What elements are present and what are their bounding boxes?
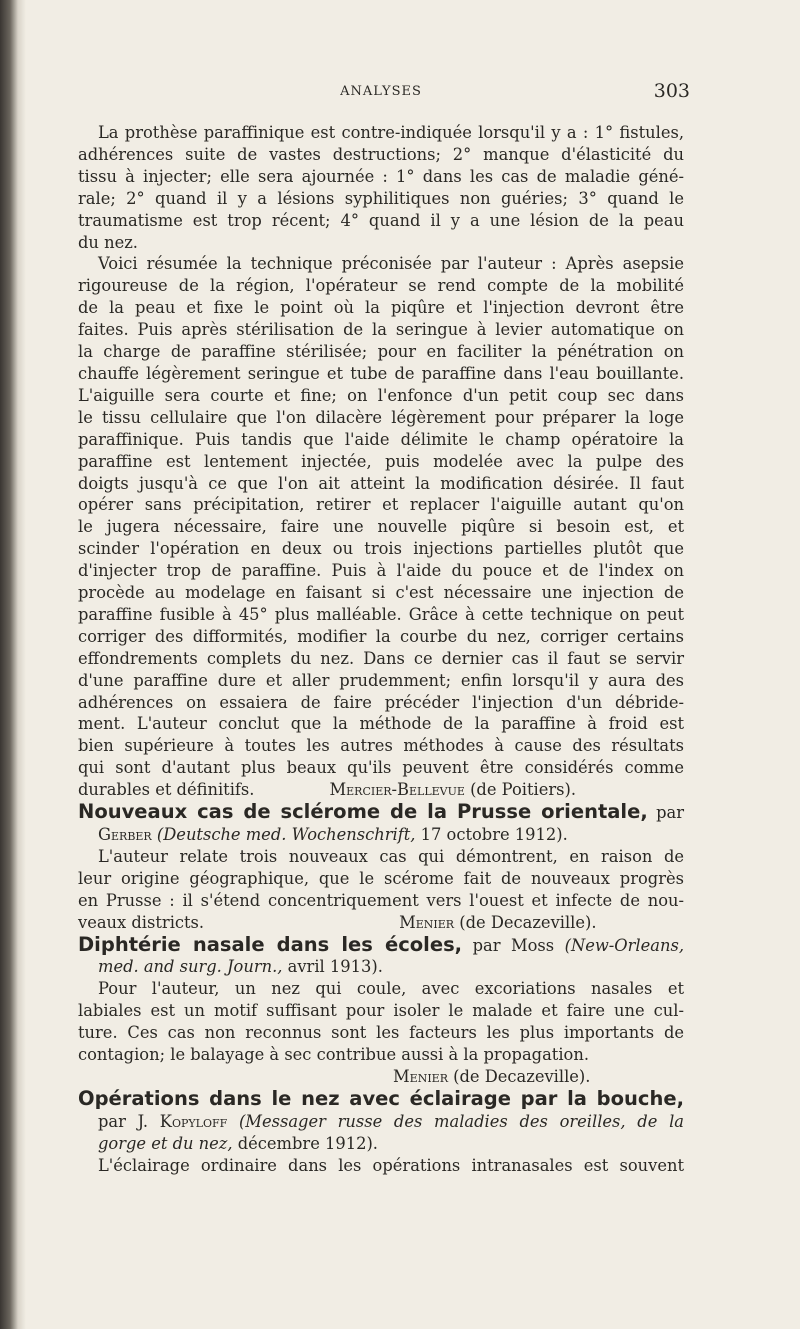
- text-line: rale; 2° quand il y a lésions syphilitiques non guéries; 3° quand le: [78, 188, 684, 208]
- text-line: L'éclairage ordinaire dans les opérations intranasales est souvent: [98, 1155, 684, 1175]
- article-title: Nouveaux cas de sclérome de la Prusse orientale,: [78, 800, 648, 824]
- article-2-heading: [78, 801, 684, 824]
- article-4-text: [78, 1155, 684, 1177]
- citation-source: med. and surg. Journ.,: [98, 957, 283, 977]
- text-line: corriger des difformités, modifier la courbe du nez, corriger certains: [78, 626, 684, 646]
- text-line: bien supérieure à toutes les autres méthodes à cause des résultats: [78, 736, 684, 756]
- article-3-text: [78, 978, 684, 1066]
- citation-author: Gerber: [98, 825, 152, 844]
- article-3-citation: [78, 956, 684, 978]
- text-line: Pour l'auteur, un nez qui coule, avec excoriations nasales et: [98, 979, 684, 999]
- byline: par: [647, 803, 684, 823]
- article-4-citation-cont: [78, 1133, 684, 1155]
- text-line: tissu à injecter; elle sera ajournée : 1° dans les cas de maladie géné-: [78, 166, 684, 186]
- text-line: adhérences on essaiera de faire précéder l'injection d'un débride-: [78, 692, 684, 712]
- text-line: effondrements complets du nez. Dans ce dernier cas il faut se servir: [78, 648, 684, 668]
- running-title: ANALYSES: [340, 84, 422, 99]
- text-line: scinder l'opération en deux ou trois injections partielles plutôt que: [78, 539, 684, 559]
- text-line: procède au modelage en faisant si c'est nécessaire une injection de: [78, 583, 684, 603]
- text-line: d'injecter trop de paraffine. Puis à l'aide du pouce et de l'index on: [78, 561, 684, 581]
- citation-source: (New-Orleans,: [554, 935, 684, 955]
- signature-line: [78, 779, 684, 801]
- article-title: Opérations dans le nez avec éclairage par la bouche,: [78, 1086, 684, 1110]
- signature-line: [78, 912, 684, 934]
- text-line: du nez.: [78, 232, 138, 252]
- text-line: paraffine est lentement injectée, puis modelée avec la pulpe des: [78, 451, 684, 471]
- text-line: L'aiguille sera courte et fine; on l'enfonce d'un petit coup sec dans: [78, 385, 684, 405]
- article-2-citation: [78, 824, 684, 846]
- signature-prefix: veaux districts.: [78, 912, 205, 932]
- text-line: qui sont d'autant plus beaux qu'ils peuvent être considérés comme: [78, 758, 684, 778]
- text-line: contagion; le balayage à sec contribue aussi à la propagation.: [78, 1045, 589, 1065]
- byline: par J.: [98, 1111, 149, 1131]
- citation-date: 17 octobre 1912).: [415, 825, 568, 844]
- text-line: paraffine fusible à 45° plus malléable. Grâce à cette technique on peut: [78, 604, 684, 624]
- text-line: Voici résumée la technique préconisée par l'auteur : Après asepsie: [98, 254, 684, 274]
- article-3-heading: [78, 934, 684, 957]
- citation-source: gorge et du nez,: [98, 1133, 233, 1153]
- text-line: d'une paraffine dure et aller prudemment; enfin lorsqu'il y aura des: [78, 670, 684, 690]
- text-line: ture. Ces cas non reconnus sont les facteurs les plus importants de: [78, 1023, 684, 1043]
- article-4-citation: [78, 1111, 684, 1133]
- text-line: ment. L'auteur conclut que la méthode de la paraffine à froid est: [78, 714, 684, 734]
- signature-line: [78, 1066, 684, 1088]
- citation-date: avril 1913).: [282, 957, 383, 977]
- article-2-text: [78, 846, 684, 912]
- book-spine-shadow: [0, 0, 26, 1329]
- text-line: la charge de paraffine stérilisée; pour en faciliter la pénétration on: [78, 342, 684, 362]
- text-line: rigoureuse de la région, l'opérateur se rend compte de la mobilité: [78, 276, 684, 296]
- signature-author: Menier: [399, 912, 455, 932]
- signature-author: Menier: [393, 1066, 448, 1086]
- byline: par Moss: [462, 935, 555, 955]
- citation-source: (Deutsche med. Wochenschrift,: [156, 825, 416, 844]
- text-line: doigts jusqu'à ce que l'on ait atteint la modification désirée. Il faut: [78, 473, 684, 493]
- signature-author: Mercier-Bellevue: [329, 780, 465, 800]
- signature-place: (de Decazeville).: [454, 912, 597, 932]
- article-title: Diphtérie nasale dans les écoles,: [78, 932, 463, 956]
- text-line: adhérences suite de vastes destructions; 2° manque d'élasticité du: [78, 144, 684, 164]
- page-number: 303: [653, 80, 690, 102]
- citation-date: décembre 1912).: [232, 1133, 378, 1153]
- text-line: leur origine géographique, que le scérome fait de nouveaux progrès: [78, 868, 684, 888]
- citation-author: Kopyloff: [159, 1111, 228, 1131]
- article-4-heading: [78, 1088, 684, 1111]
- text-line: traumatisme est trop récent; 4° quand il y a une lésion de la peau: [78, 210, 684, 230]
- text-line: en Prusse : il s'étend concentriquement vers l'ouest et infecte de nou-: [78, 890, 684, 910]
- text-line: labiales est un motif suffisant pour isoler le malade et faire une cul-: [78, 1001, 684, 1021]
- text-line: de la peau et fixe le point où la piqûre et l'injection devront être: [78, 298, 684, 318]
- signature-prefix: durables et définitifs.: [78, 780, 255, 800]
- page: [78, 80, 690, 1177]
- text-line: paraffinique. Puis tandis que l'aide délimite le champ opératoire la: [78, 429, 684, 449]
- article-1-text: [78, 122, 684, 779]
- text-line: le jugera nécessaire, faire une nouvelle piqûre si besoin est, et: [78, 517, 684, 537]
- signature-place: (de Poitiers).: [464, 780, 577, 800]
- text-line: La prothèse paraffinique est contre-indiquée lorsqu'il y a : 1° fistules,: [98, 123, 684, 142]
- text-line: chauffe légèrement seringue et tube de paraffine dans l'eau bouillante.: [78, 363, 684, 383]
- article-body: [78, 122, 684, 1177]
- text-line: opérer sans précipitation, retirer et replacer l'aiguille autant qu'on: [78, 495, 684, 515]
- text-line: le tissu cellulaire que l'on dilacère légèrement pour préparer la loge: [78, 407, 684, 427]
- text-line: L'auteur relate trois nouveaux cas qui démontrent, en raison de: [98, 846, 684, 866]
- running-head: [78, 80, 690, 110]
- text-line: faites. Puis après stérilisation de la seringue à levier automatique on: [78, 320, 684, 340]
- signature-place: (de Decazeville).: [447, 1066, 591, 1086]
- citation-source: (Messager russe des maladies des oreilles, de la: [238, 1111, 684, 1131]
